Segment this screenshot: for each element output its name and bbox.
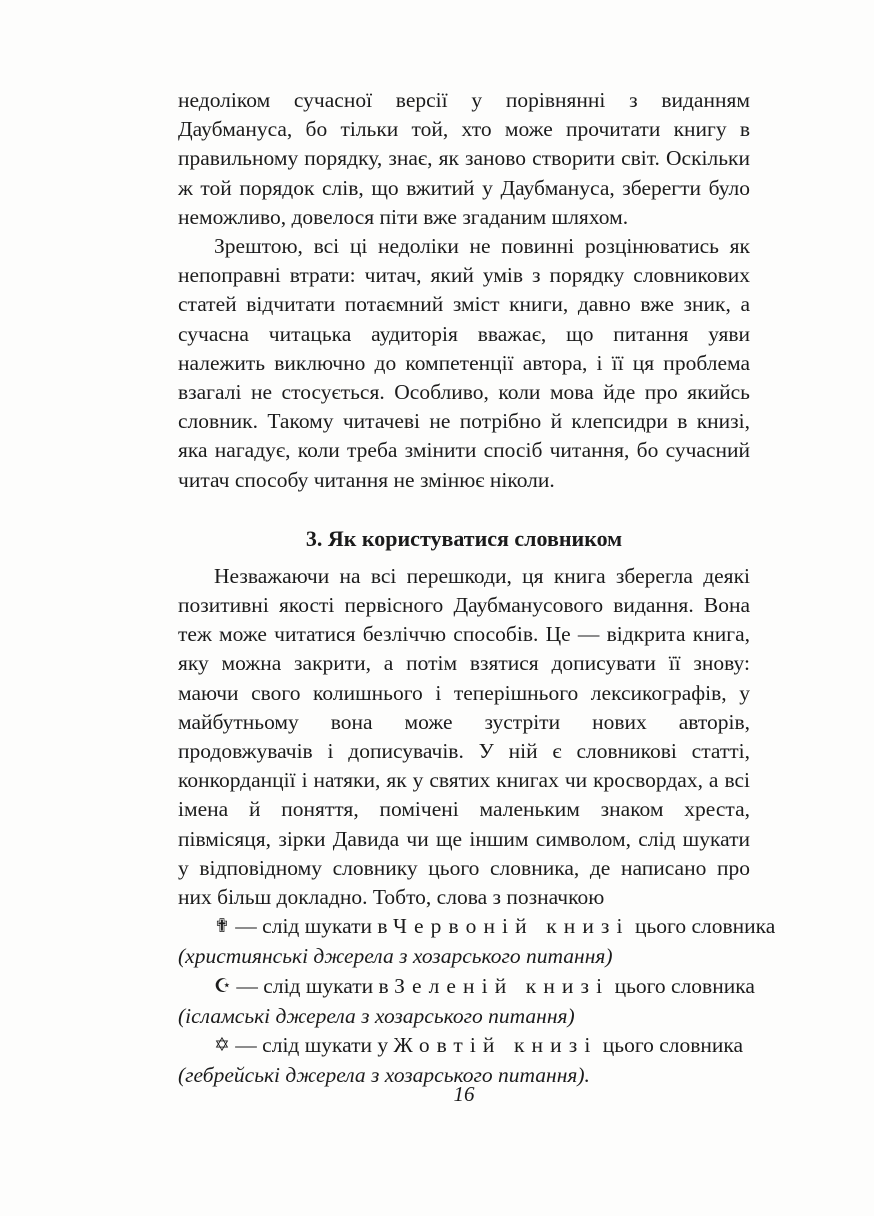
entry-tail: цього словника [614,973,755,998]
book-name-green: Зеленій книзі [394,973,610,998]
body-paragraph: Незважаючи на всі перешкоди, ця книга зберегла деякі позитивні якості первісного Даубманусового видання. Вона теж може читатися безліччю способів. Це — відкрита книга, яку можна закрити, а потім взятися дописувати її знову: маючи свого колишнього і теперішнього лексикографів, у майбутньому вона може зустріти нових авторів, продовжувачів і дописувачів. У ній є словникові статті, конкорданції і натяки, як у святих книгах чи кросвордах, а всі імена й поняття, помічені маленьким знаком хреста, півмісяця, зірки Давида чи ще іншим символом, слід шукати у відповідному словнику цього словника, де написано про них більш докладно. Тобто, слова з позначкою [178,563,750,910]
text-column [178,86,776,1091]
symbol-entry-line [178,912,776,942]
symbol-entry-line [178,972,755,1002]
entry-lead: — слід шукати у [235,1033,389,1058]
entry-tail: цього словника [602,1033,744,1058]
crescent-icon: ☪ [214,974,232,997]
star-of-david-icon: ✡ [214,1034,230,1057]
book-name-red: Червоній книзі [392,914,630,939]
entry-note: (гебрейські джерела з хозарського питання). [178,1063,590,1088]
entry-tail: цього словника [634,914,776,939]
body-paragraph: недоліком сучасної версії у порівнянні з виданням Даубмануса, бо тільки той, хто може прочитати книгу в правильному порядку, знає, як заново створити світ. Оскільки ж той порядок слів, що вжитий у Даубмануса, зберегти було неможливо, довелося піти вже згаданим шляхом. [178,88,750,229]
page-number: 16 [453,1082,475,1106]
entry-lead: — слід шукати в [235,914,388,939]
symbol-entry [178,972,755,1031]
book-name-yellow: Жовтій книзі [393,1033,598,1058]
cross-icon: ✟ [214,915,230,938]
entry-note: (ісламські джерела з хозарського питання) [178,1003,575,1028]
symbol-entry [178,912,776,971]
entry-note: (християнські джерела з хозарського питання) [178,944,613,969]
symbol-entry-line [178,1031,750,1061]
section-heading: 3. Як користуватися словником [305,525,623,551]
body-paragraph: Зрештою, всі ці недоліки не повинні розцінюватись як непоправні втрати: читач, який умів з порядку словникових статей відчитати потаємний зміст книги, давно вже зник, а сучасна читацька аудиторія вважає, що питання уяви належить виключно до компетенції автора, і її ця проблема взагалі не стосується. Особливо, коли мова йде про якийсь словник. Такому читачеві не потрібно й клепсидри в книзі, яка нагадує, коли треба змінити спосіб читання, бо сучасний читач способу читання не змінює ніколи. [178,234,750,492]
entry-lead: — слід шукати в [236,973,389,998]
